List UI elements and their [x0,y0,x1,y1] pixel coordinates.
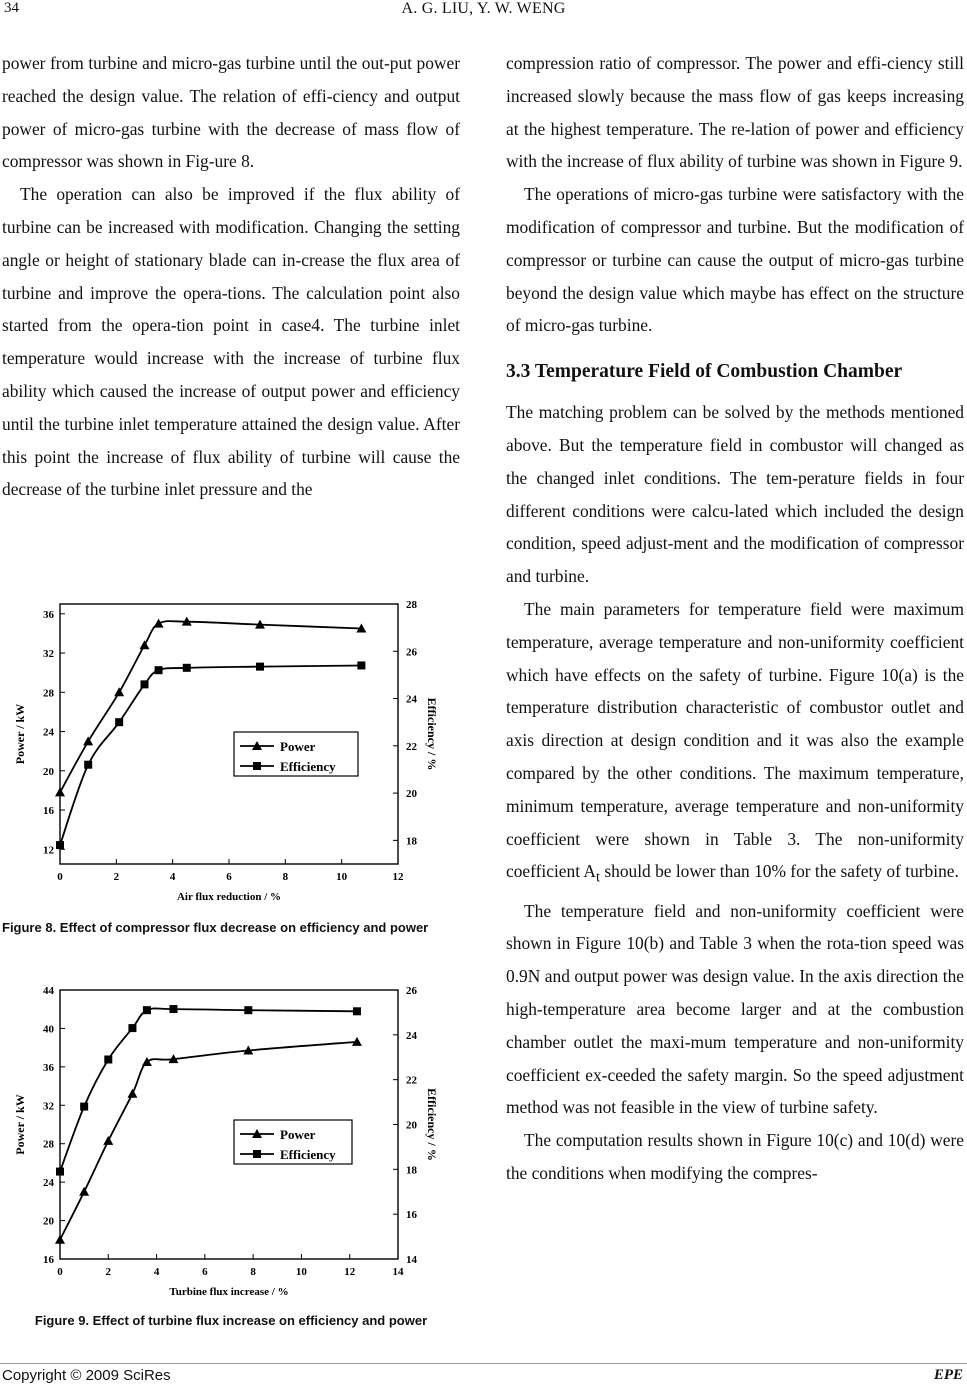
legend-marker-efficiency [253,762,261,770]
y-tick-label: 32 [43,1100,54,1113]
x-tick-label: 0 [57,871,63,883]
data-point-power [55,787,65,796]
data-point-efficiency [56,1168,64,1176]
y2-tick-label: 18 [406,835,417,848]
y-tick-label: 44 [43,985,54,997]
data-point-power [103,1136,113,1145]
footer-copyright: Copyright © 2009 SciRes [2,1367,171,1384]
data-point-power [154,619,164,628]
data-point-power [127,1089,137,1098]
legend-marker-efficiency [253,1150,261,1158]
y2-tick-label: 26 [406,646,417,659]
data-point-efficiency [80,1103,88,1111]
y-tick-label: 20 [43,765,54,778]
right-column [506,47,964,1190]
figure-8-chart [0,592,470,917]
p4-text-b: should be lower than 10% for the safety of turbine. [600,861,959,882]
footer-journal: EPE [933,1367,963,1383]
right-paragraph-5: The temperature field and non-uniformity coefficient were shown in Figure 10(b) and Table 3 when the rota-tion speed was 0.9N and output power was design value. In the axis direction the high-temperature area become larger and at the combustion chamber outlet the maxi-mum temperature and non-uniformity coefficient ex-ceeded the safety margin. So the speed adjustment method was not feasible in the view of turbine safety. [506,900,964,1118]
legend-label-power: Power [280,1127,316,1142]
y-axis-label: Power / kW [13,703,27,765]
p4-subscript: t [595,869,601,886]
x-tick-label: 6 [226,871,232,883]
right-paragraph-6: The computation results shown in Figure 10(c) and 10(d) were the conditions when modifying the compres- [506,1130,964,1183]
y2-tick-label: 16 [406,1209,417,1222]
y2-tick-label: 18 [406,1164,417,1177]
data-point-power [55,1235,65,1244]
data-point-efficiency [357,661,365,669]
y2-tick-label: 22 [406,1074,417,1087]
y2-tick-label: 24 [406,693,417,706]
x-tick-label: 2 [105,1266,112,1278]
x-tick-label: 2 [113,871,120,883]
y-tick-label: 24 [43,726,54,739]
x-tick-label: 4 [169,871,176,883]
y-tick-label: 20 [43,1215,54,1228]
y-tick-label: 16 [43,805,54,818]
left-paragraph-1: power from turbine and micro-gas turbine until the out-put power reached the design value. The relation of effi-ciency and output power of micro-gas turbine with the decrease of mass flow of compressor was shown in Fig-ure 8. [2,53,460,172]
running-header: A. G. LIU, Y. W. WENG [401,0,566,17]
data-point-efficiency [143,1006,151,1014]
data-point-efficiency [183,664,191,672]
data-point-efficiency [141,680,149,688]
legend-label-efficiency: Efficiency [280,759,336,774]
y-tick-label: 24 [43,1177,54,1190]
data-point-efficiency [256,663,264,671]
x-tick-label: 14 [392,1266,404,1278]
footer-rule [0,1363,967,1364]
y2-tick-label: 28 [406,599,417,611]
legend-label-power: Power [280,739,316,754]
data-point-power [83,736,93,745]
y2-tick-label: 22 [406,740,417,753]
y-tick-label: 12 [43,844,54,857]
data-point-efficiency [244,1006,252,1014]
left-column [2,47,460,506]
data-point-power [79,1187,89,1196]
x-tick-label: 4 [153,1266,160,1278]
y-tick-label: 40 [43,1023,54,1036]
y-tick-label: 32 [43,648,54,661]
y2-axis-label: Efficiency / % [425,1088,439,1161]
y2-tick-label: 26 [406,985,417,997]
y-tick-label: 36 [43,608,54,621]
right-paragraph-2: The operations of micro-gas turbine were satisfactory with the modification of compressor and turbine. But the modification of compressor or turbine can cause the output of micro-gas turbine beyond the design value which maybe has effect on the structure of micro-gas turbine. [506,184,964,336]
right-paragraph-1: compression ratio of compressor. The power and effi-ciency still increased slowly because the mass flow of gas keeps increasing at the highest temperature. The re-lation of power and efficiency with the increase of flux ability of turbine was shown in Figure 9. [506,53,964,172]
x-tick-label: 10 [295,1266,307,1278]
x-axis-label: Air flux reduction / % [176,891,282,903]
data-point-efficiency [353,1007,361,1015]
x-axis-label: Turbine flux increase / % [169,1286,289,1298]
x-tick-label: 8 [250,1266,256,1278]
section-heading: 3.3 Temperature Field of Combustion Chamber [506,361,903,383]
right-paragraph-3: The matching problem can be solved by the methods mentioned above. But the temperature field in combustor will changed as the changed inlet conditions. The tem-perature fields in four different conditions were calcu-lated which included the design condition, speed adjust-ment and the modification of compressor and turbine. [506,402,964,587]
data-point-power [140,640,150,649]
y-tick-label: 28 [43,1138,54,1151]
data-point-efficiency [155,666,163,674]
x-tick-label: 10 [336,871,348,883]
y-tick-label: 28 [43,687,54,700]
y-axis-label: Power / kW [13,1094,27,1155]
data-point-power [142,1057,152,1066]
y2-tick-label: 14 [406,1254,417,1266]
right-paragraph-4 [506,593,964,895]
x-tick-label: 0 [57,1266,63,1278]
x-tick-label: 6 [202,1266,208,1278]
data-point-efficiency [56,841,64,849]
data-point-efficiency [128,1024,136,1032]
data-point-efficiency [84,761,92,769]
figure-8-caption: Figure 8. Effect of compressor flux decrease on efficiency and power [2,920,429,935]
figure-9-chart [0,980,470,1310]
y2-tick-label: 20 [406,788,417,801]
page-number: 34 [4,0,19,16]
left-paragraph-2: The operation can also be improved if the flux ability of turbine can be increased with modification. Changing the setting angle or height of stationary blade can in-crease the flux area of turbine and improve the opera-tions. The calculation point also started from the opera-tion point in case4. The turbine inlet temperature would increase with the increase of turbine flux ability which caused the increase of output power and efficiency until the turbine inlet temperature attained the design value. After this point the increase of flux ability of turbine will cause the decrease of the turbine inlet pressure and the [2,184,460,500]
y2-tick-label: 20 [406,1119,417,1132]
x-tick-label: 8 [282,871,289,883]
x-tick-label: 12 [344,1266,356,1278]
y2-axis-label: Efficiency / % [425,697,439,771]
y-tick-label: 16 [43,1254,54,1266]
data-point-efficiency [169,1005,177,1013]
y-tick-label: 36 [43,1061,54,1074]
data-point-efficiency [104,1055,112,1063]
figure-9-caption: Figure 9. Effect of turbine flux increase on efficiency and power [34,1313,428,1328]
p4-text-a: The main parameters for temperature field were maximum temperature, average temperature and non-uniformity coefficient which have effects on the safety of turbine. Figure 10(a) is the temperature distribution characteristic of combustor outlet and axis direction at design condition and it was also the example compared by the other conditions. The maximum temperature, minimum temperature, average temperature and non-uniformity coefficient were shown in Table 3. The non-uniformity coefficient A [506,598,964,882]
x-tick-label: 12 [392,871,404,883]
data-point-power [114,687,124,696]
legend-label-efficiency: Efficiency [280,1147,336,1162]
data-point-efficiency [115,718,123,726]
y2-tick-label: 24 [406,1029,417,1042]
